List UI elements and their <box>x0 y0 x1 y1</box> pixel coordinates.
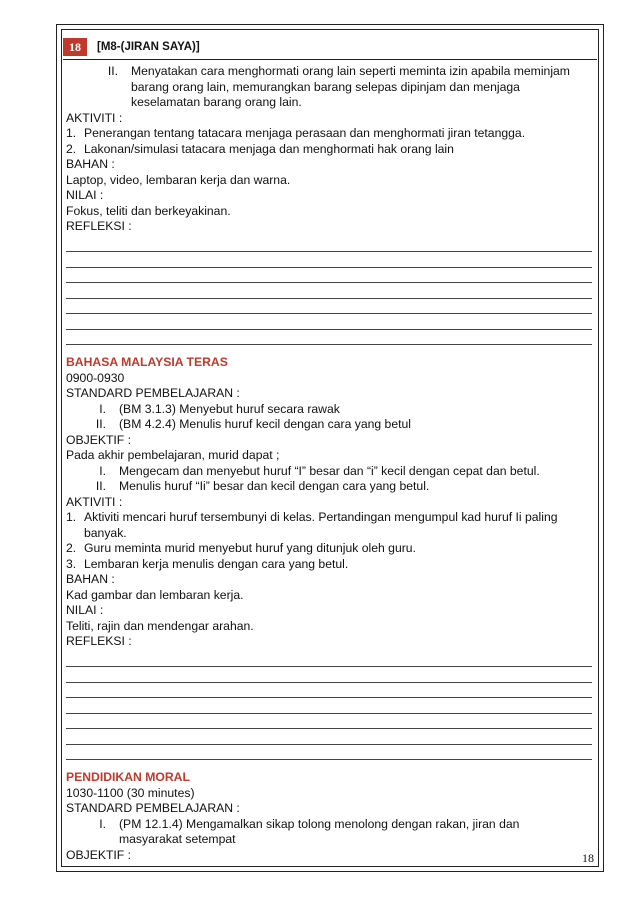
header-page-number: 18 <box>63 38 87 56</box>
aktiviti-text-line: Aktiviti mencari huruf tersembunyi di kelas. Pertandingan mengumpul kad huruf Ii paling <box>84 510 558 524</box>
sp-text: (BM 3.1.3) Menyebut huruf secara rawak <box>119 401 340 416</box>
aktiviti-text-line: banyak. <box>84 525 127 540</box>
aktiviti-item <box>66 541 592 557</box>
aktiviti-text: Lembaran kerja menulis dengan cara yang betul. <box>84 556 349 571</box>
refleksi-lines <box>66 652 592 761</box>
refleksi-blank-line <box>66 714 592 730</box>
sp-num: I. <box>99 401 106 416</box>
objective-ii-num: II. <box>107 64 118 78</box>
refleksi-blank-line <box>66 299 592 315</box>
objektif-text: Menulis huruf “Ii” besar dan kecil dengan cara yang betul. <box>119 479 430 493</box>
refleksi-blank-line <box>66 729 592 745</box>
sp-item <box>66 402 592 418</box>
section-time: 1030-1100 (30 minutes) <box>66 785 195 800</box>
refleksi-label: REFLEKSI : <box>66 219 132 233</box>
objective-ii-line: barang orang lain, memurangkan barang selepas dipinjam dan menjaga <box>131 79 520 94</box>
sp-label: STANDARD PEMBELAJARAN : <box>66 386 240 400</box>
refleksi-blank-line <box>66 283 592 299</box>
objektif-item <box>66 464 592 480</box>
aktiviti-label: AKTIVITI : <box>66 494 123 509</box>
objektif-num: II. <box>95 479 106 493</box>
aktiviti-label: AKTIVITI : <box>66 110 123 125</box>
header-title: [M8-(JIRAN SAYA)] <box>97 41 200 53</box>
aktiviti-item-cont <box>66 526 592 542</box>
refleksi-blank-line <box>66 252 592 268</box>
bahan-label: BAHAN : <box>66 572 115 586</box>
nilai-text: Teliti, rajin dan mendengar arahan. <box>66 618 254 633</box>
aktiviti-item <box>66 142 592 158</box>
refleksi-lines <box>66 237 592 346</box>
objektif-label: OBJEKTIF : <box>66 847 132 862</box>
sp-num: I. <box>99 816 106 831</box>
aktiviti-num: 1. <box>66 126 77 140</box>
nilai-label: NILAI : <box>66 188 104 202</box>
aktiviti-text: Lakonan/simulasi tatacara menjaga dan menghormati hak orang lain <box>84 141 454 156</box>
objektif-text: Mengecam dan menyebut huruf “I” besar dan “i” kecil dengan cepat dan betul. <box>119 463 540 478</box>
section-title-pm: PENDIDIKAN MORAL <box>66 770 190 784</box>
sp-item <box>66 417 592 433</box>
bahan-label: BAHAN : <box>66 157 115 171</box>
section-title-bm: BAHASA MALAYSIA TERAS <box>66 355 228 369</box>
aktiviti-text: Penerangan tentang tatacara menjaga perasaan dan menghormati jiran tetangga. <box>84 126 526 140</box>
page-header <box>63 38 200 56</box>
aktiviti-item <box>66 126 592 142</box>
sp-item <box>66 817 592 848</box>
refleksi-label: REFLEKSI : <box>66 634 132 648</box>
objective-ii-line: keselamatan barang orang lain. <box>131 95 302 109</box>
objective-ii <box>66 64 592 111</box>
objektif-intro: Pada akhir pembelajaran, murid dapat ; <box>66 448 280 462</box>
refleksi-blank-line <box>66 237 592 253</box>
nilai-text: Fokus, teliti dan berkeyakinan. <box>66 203 231 218</box>
sp-text <box>106 817 592 848</box>
aktiviti-text: Guru meminta murid menyebut huruf yang ditunjuk oleh guru. <box>84 541 416 555</box>
aktiviti-num: 2. <box>66 541 77 555</box>
aktiviti-num: 3. <box>66 556 77 571</box>
nilai-label: NILAI : <box>66 603 104 617</box>
header-divider <box>63 59 597 60</box>
aktiviti-num: 1. <box>66 510 77 524</box>
bahan-text: Kad gambar dan lembaran kerja. <box>66 587 244 602</box>
bahan-text: Laptop, video, lembaran kerja dan warna. <box>66 172 291 187</box>
refleksi-blank-line <box>66 698 592 714</box>
aktiviti-item <box>66 510 592 526</box>
objective-ii-line: Menyatakan cara menghormati orang lain seperti meminta izin apabila meminjam <box>131 64 570 78</box>
sp-text: (BM 4.2.4) Menulis huruf kecil dengan cara yang betul <box>119 417 411 431</box>
document-body <box>66 64 592 863</box>
section-time: 0900-0930 <box>66 370 125 385</box>
refleksi-blank-line <box>66 683 592 699</box>
refleksi-blank-line <box>66 745 592 761</box>
sp-label: STANDARD PEMBELAJARAN : <box>66 801 240 815</box>
refleksi-blank-line <box>66 667 592 683</box>
refleksi-blank-line <box>66 268 592 284</box>
refleksi-blank-line <box>66 652 592 668</box>
objektif-label: OBJEKTIF : <box>66 432 132 447</box>
objektif-num: I. <box>99 463 106 478</box>
footer-page-number: 18 <box>582 851 594 865</box>
aktiviti-num: 2. <box>66 141 77 156</box>
sp-num: II. <box>95 417 106 431</box>
aktiviti-text <box>84 510 592 526</box>
objektif-item <box>66 479 592 495</box>
sp-line: (PM 12.1.4) Mengamalkan sikap tolong menolong dengan rakan, jiran dan <box>119 816 520 831</box>
refleksi-blank-line <box>66 330 592 346</box>
sp-line: masyarakat setempat <box>119 832 236 846</box>
aktiviti-item <box>66 557 592 573</box>
objective-ii-text <box>118 64 592 111</box>
refleksi-blank-line <box>66 314 592 330</box>
